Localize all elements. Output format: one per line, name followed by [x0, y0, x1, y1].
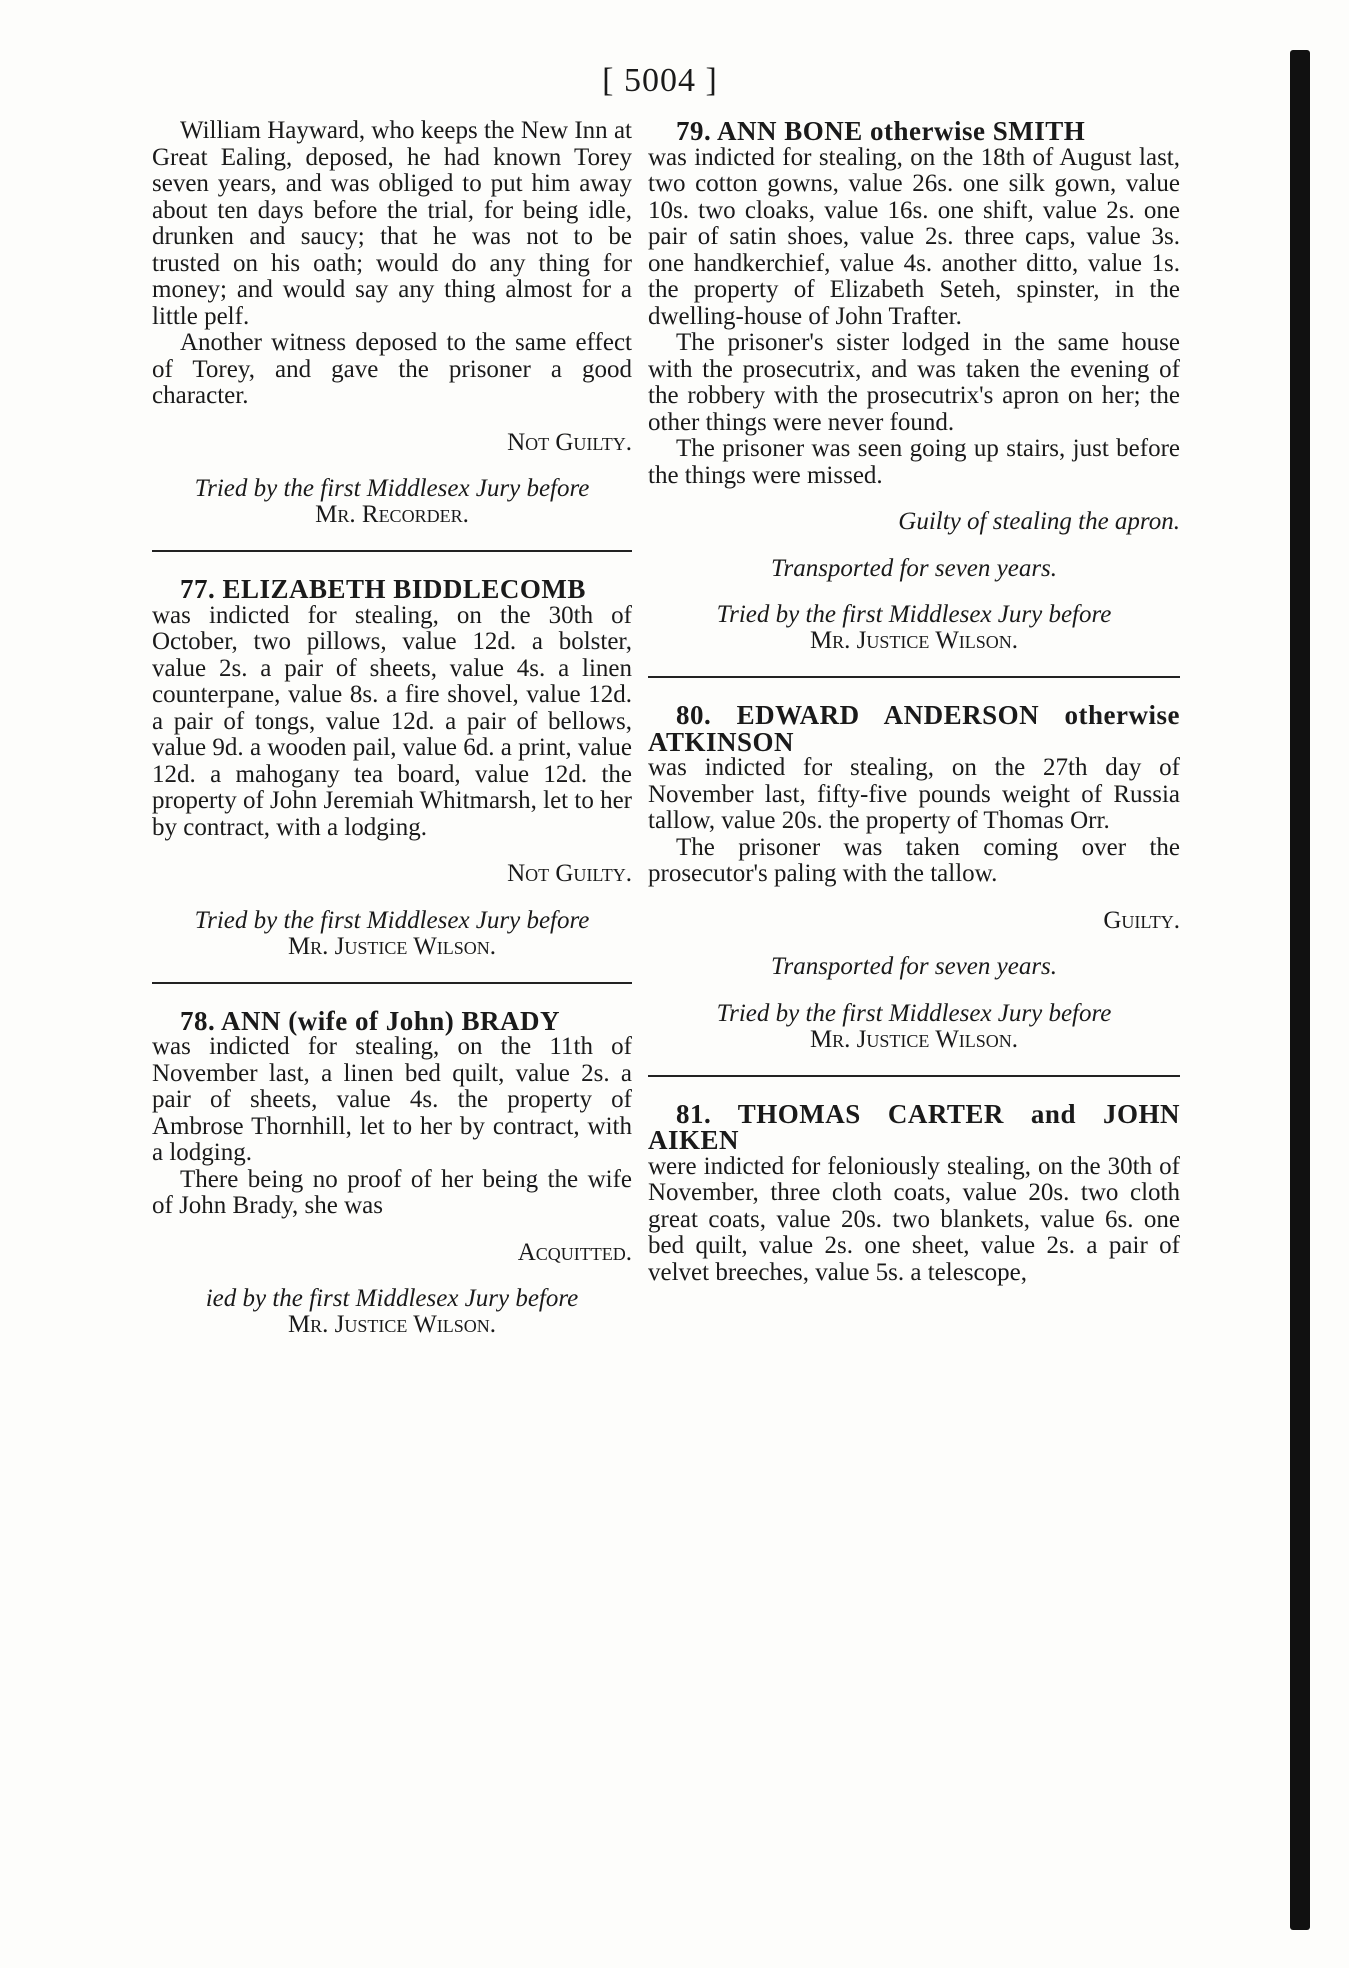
case-77-text: was indicted for stealing, on the 30th of October, two pillows, value 12d. a bolster, value 2s. a pair of sheets, value 4s. a linen counterpane, value 8s. a fire shovel, value 12d. a pair of tongs, value 12d. a pair of bellows, value 9d. a wooden pail, value 6d. a print, value 12d. a mahogany tea board, value 12d. the property of John Jeremiah Whitmarsh, let to her by contract, with a lodging. [152, 601, 632, 841]
tried-4-line2: Mr. Justice Wilson. [809, 627, 1019, 654]
verdict-not-guilty-2: Not Guilty. [507, 860, 632, 887]
no-proof-text: There being no proof of her being the wife of John Brady, she was [152, 1165, 632, 1219]
tried-1-line2: Mr. Recorder. [315, 501, 469, 528]
tried-5-line2: Mr. Justice Wilson. [809, 1025, 1019, 1053]
verdict-guilty: Guilty. [1103, 906, 1180, 934]
tried-5-line1: Tried by the first Middlesex Jury before [716, 999, 1112, 1027]
page-number: [ 5004 ] [602, 62, 718, 99]
case-79-text: was indicted for stealing, on the 18th of August last, two cotton gowns, value 26s. one silk gown, value 10s. two cloaks, value 16s. one shift, value 2s. one pair of satin shoes, value 2s. three caps, value 3s. one handkerchief, value 4s. another ditto, value 1s. the property of Elizabeth Seteh, spinster, in the dwelling-house of John Trafter. [648, 143, 1180, 330]
section-divider-3 [648, 676, 1180, 678]
sentence-transported-1: Transported for seven years. [770, 554, 1058, 582]
case-78-heading: 78. ANN (wife of John) BRADY [180, 1005, 560, 1036]
tried-by-jury-2 [152, 908, 632, 960]
paling-testimony: The prisoner was taken coming over the prosecutor's paling with the tallow. [648, 833, 1180, 887]
left-column [152, 118, 632, 1338]
tried-2-line2: Mr. Justice Wilson. [287, 932, 497, 960]
sister-testimony: The prisoner's sister lodged in the same house with the prosecutrix, and was taken the evening of the robbery with the prosecutrix's apron on her; the other things were never found. [648, 329, 1180, 436]
hayward-testimony: William Hayward, who keeps the New Inn at Great Ealing, deposed, he had known Torey seven years, and was obliged to put him away about ten days before the trial, for being idle, drunken and saucy; that he was not to be trusted on his oath; would do any thing for money; and would say any thing almost for a little pelf. [152, 117, 632, 330]
verdict-not-guilty-1: Not Guilty. [507, 428, 632, 456]
tried-4-line1: Tried by the first Middlesex Jury before [716, 601, 1112, 628]
case-80-text: was indicted for stealing, on the 27th day of November last, fifty-five pounds weight of Russia tallow, value 20s. the property of Thomas Orr. [648, 754, 1180, 834]
tried-by-jury-1 [152, 476, 632, 528]
sentence-transported-2: Transported for seven years. [770, 953, 1058, 980]
case-81-text: were indicted for feloniously stealing, on the 30th of November, three cloth coats, value 20s. two cloth great coats, value 20s. two blankets, value 6s. one bed quilt, value 2s. one sheet, value 2s. a pair of velvet breeches, value 5s. a telescope, [648, 1152, 1180, 1286]
verdict-acquitted: Acquitted. [517, 1238, 632, 1266]
case-79-heading: 79. ANN BONE otherwise SMITH [676, 116, 1086, 146]
tried-3-line1: ied by the first Middlesex Jury before [205, 1285, 579, 1312]
case-80-heading: 80. EDWARD ANDERSON otherwise ATKINSON [648, 700, 1180, 757]
tried-2-line1: Tried by the first Middlesex Jury before [194, 906, 590, 934]
tried-by-jury-5 [648, 1001, 1180, 1053]
tried-3-line2: Mr. Justice Wilson. [287, 1311, 497, 1338]
page-edge-shadow [1290, 50, 1310, 1930]
tried-by-jury-4 [648, 602, 1180, 654]
stairs-testimony: The prisoner was seen going up stairs, just before the things were missed. [648, 435, 1180, 489]
tried-1-line1: Tried by the first Middlesex Jury before [194, 475, 590, 502]
section-divider-2 [152, 982, 632, 984]
verdict-guilty-apron: Guilty of stealing the apron. [898, 508, 1180, 535]
section-divider-1 [152, 550, 632, 552]
tried-by-jury-3 [152, 1286, 632, 1338]
right-column [648, 118, 1180, 1286]
case-77-heading: 77. ELIZABETH BIDDLECOMB [180, 574, 586, 604]
section-divider-4 [648, 1075, 1180, 1077]
another-witness-testimony: Another witness deposed to the same effect of Torey, and gave the prisoner a good character. [152, 329, 632, 409]
case-81-heading: 81. THOMAS CARTER and JOHN AIKEN [648, 1098, 1180, 1155]
case-78-text: was indicted for stealing, on the 11th of November last, a linen bed quilt, value 2s. a pair of sheets, value 4s. the property of Ambrose Thornhill, let to her by contract, with a lodging. [152, 1033, 632, 1166]
